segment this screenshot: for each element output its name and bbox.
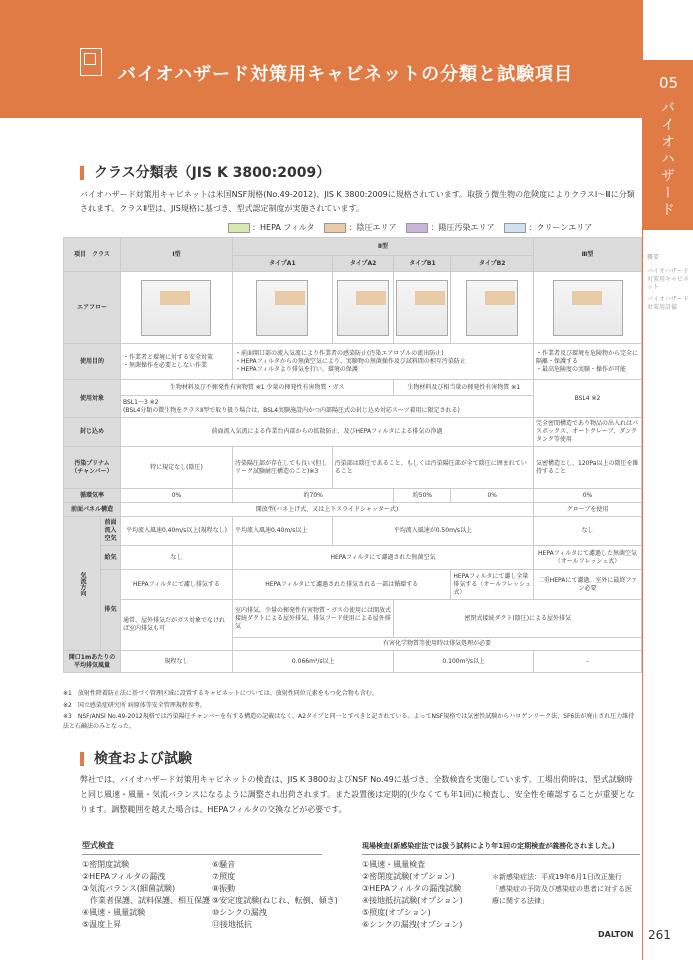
row-recirc: 循環気率	[64, 489, 121, 503]
cabinet-icon	[80, 48, 102, 76]
section-test-text: 弊社では、バイオハザード対策用キャビネットの検査は、JIS K 3800およびNSF No.49に基づき、全数検査を実施しています。工場出荷時は、型式試験時と同じ風速・風量・気流バランスになるように調整され出荷されます。また設置後は定期的(少なくても年1回)に検査し、安全性を確認することが重要となります。調整範囲を越えた場合は、HEPAフィルタの交換などが必要です。	[80, 775, 635, 814]
page-number: 261	[648, 928, 671, 942]
th-type-a2: タイプA2	[332, 256, 394, 272]
row-volume: 開口1mあたりの平均排気風量	[64, 651, 121, 673]
th-type-b1: タイプB1	[394, 256, 451, 272]
footnotes	[63, 688, 638, 732]
diagram-b1	[396, 280, 448, 336]
row-contain: 封じ込め	[64, 418, 121, 447]
note-1: ※1 放射性降着防止法に基づく管理区域に設置するキャビネットについては、放射性同位元素をもつ化合物も含む。	[63, 690, 378, 697]
diagram-a2	[337, 280, 389, 336]
th-type-b2: タイプB2	[451, 256, 534, 272]
note-3: ※3 NSF/ANSI No.49-2012規格では汚染陽圧チャンバーを有する構造の記載はなく、A2タイプと同一とすべきと記されている。よってNSF規格では気密性試験からハロゲンリーク法、SF6法が廃止され圧力維持法と石鹸法のみとなった。	[63, 713, 635, 730]
th-class-iii: Ⅲ型	[534, 238, 642, 272]
th-item: 項目 クラス	[64, 238, 121, 272]
row-purpose: 使用目的	[64, 344, 121, 380]
diagram-class-i	[141, 280, 211, 336]
row-flowdir: 気流方向	[64, 517, 101, 651]
chapter-number: 05	[658, 74, 679, 92]
type-test-block: 型式検査 ①密閉度試験 ②HEPAフィルタの漏洩 ③気流バランス(細菌試験) 作業者保護、試料保護、相互保護 ④風速・風量試験 ⑤温度上昇 ⑥騒音 ⑦照度 ⑧振動 ⑨安定度試験(ねじれ、転倒、傾き) ⑩シンクの漏洩 ⑪接地抵抗	[82, 841, 338, 929]
field-test-block: 現場検査(新感染症法では扱う試料により年1回の定期検査が義務化されました。) ①風速・風量検査 ②密閉度試験(オプション) ③HEPAフィルタの漏洩試験 ④接地抵抗試験(オプション) ⑤照度(オプション) ⑥シンクの漏洩(オプション) ＊新感染症法：平成19年6月1日改正施行 「感染症の予防及び感染症の患者に対する医療に関する法律」	[362, 840, 640, 931]
th-class-ii: Ⅱ型	[232, 238, 533, 256]
section-intro: バイオハザード対策用キャビネットは米国NSF規格(No.49-2012)、JIS K 3800:2009に規格されています。取扱う微生物の危険度によりクラスⅠ～Ⅲに分類されます。クラスⅡ型は、JIS規格に基づき、型式認定制度が実施されています。	[80, 190, 635, 213]
legend-negative: ：陰圧エリア	[324, 222, 396, 233]
chapter-tab[interactable]	[643, 60, 693, 230]
chapter-title: バイオハザード	[659, 100, 675, 219]
diagram-b2	[466, 280, 518, 336]
th-class-i: Ⅰ型	[120, 238, 232, 272]
section-title-test: 検査および試験	[80, 752, 192, 766]
row-airflow: エアフロー	[64, 272, 121, 344]
row-panel: 前面パネル構造	[64, 503, 121, 517]
note-2: ※2 国立感染症研究所 病原体等安全管理規程参考。	[63, 702, 206, 709]
section-title-class: クラス分類表（JIS K 3800:2009）	[80, 166, 330, 180]
legend	[228, 222, 602, 233]
nav-item-equipment[interactable]: バイオハザード対策用設備	[647, 296, 689, 311]
class-table: 項目 クラス Ⅰ型 Ⅱ型 Ⅲ型 タイプA1 タイプA2 タイプB1 タイプB2 エアフロー 使用目的 ・作業者と環境に対する安全対策 ・無菌操作を必要としない作業 ・前面開口部の流入気流により作業者の感染防止(汚染エアロゾルの流出防止) ・HEPAフィルタからの無菌空気により、実験物の無菌操作及び試料間の相互汚染防止 ・HEPAフィルタより排気を行い、環境の保護 ・作業者及び環境を危険物から完全に隔離・保護する ・最高危険度の実験・操作が可能 使用対象 生物材料及び不揮発性有害物質 ※1 少量の揮発性有害物質・ガス 生物材料及び相当量の揮発性有害物質 ※1 BSL4 ※2 BSL1～3 ※2 (BSL4分類の微生物をクラスⅡ型で取り扱う場合は、BSL4実験施設内かつ内部陽圧式の封じ込め対応スーツ着用に限定される) 封じ込め 前面流入気流による作業台内部からの拡散防止、及びHEPAフィルタによる排気の浄過 完全密閉構造であり物品の出入れはパスボックス、オートクレーブ、ダンクタンク等使用 汚染プリナム （チャンバー） 特に規定なし(陰圧) 汚染陽圧部が存在しても良い(但しリーク試験耐圧構造のこと)※3 汚染部は陰圧であること、もしくは汚染陽圧部が全て陰圧に囲まれていること 気密構造とし、120Pa以上の陰圧を維持すること 循環気率 0% 約70% 約50% 0% 0% 前面パネル構造 開放型(ハネ上げ式、又は上下スライドシャッター式) グローブを使用 気流方向 前面流入空気 平均流入風速0.40m/s以上(規程なし) 平均流入風速0.40m/s以上 平均流入風速が0.50m/s以上 なし 給気 なし HEPAフィルタにて濾過された無菌空気 HEPAフィルタにて濾過した無菌空気（オールフレッシュ式） 排気 HEPAフィルタにて濾し排気する HEPAフィルタにて濾過された排気される一部は循環する HEPAフィルタにて濾し全量排気する（オールフレッシュ式） 二重HEPAにて濾過。室外に最終ファン必要 通常、屋外排気だがガス対象でなければ室内排気も可 室内排気。少量の揮発性有害物質・ガスの使用には開放式接続ダクトによる屋外排気。排気フード使用による屋外排気 密閉式接続ダクト(陰圧)による屋外排気 有害化学物質等使用時は排気処理が必要 開口1mあたりの平均排気風量 規程なし 0.066m³/s以上 0.100m³/s以上 -	[63, 237, 642, 673]
page-header	[0, 0, 642, 118]
brand-logo: DALTON	[598, 930, 634, 939]
nav-item-cabinet[interactable]: バイオハザード対策用キャビネット	[647, 268, 690, 291]
legend-positive: ：陽圧汚染エリア	[406, 222, 494, 233]
row-plenum: 汚染プリナム （チャンバー）	[64, 447, 121, 489]
diagram-class-iii	[553, 280, 623, 336]
row-target: 使用対象	[64, 380, 121, 418]
nav-item-overview[interactable]: 概要	[647, 254, 660, 261]
side-index	[642, 0, 693, 960]
th-type-a1: タイプA1	[232, 256, 332, 272]
legend-hepa: ：HEPA フィルタ	[228, 222, 314, 233]
page-title: バイオハザード対策用キャビネットの分類と試験項目	[118, 64, 574, 85]
diagram-a1	[256, 280, 308, 336]
legend-clean: ：クリーンエリア	[504, 222, 592, 233]
